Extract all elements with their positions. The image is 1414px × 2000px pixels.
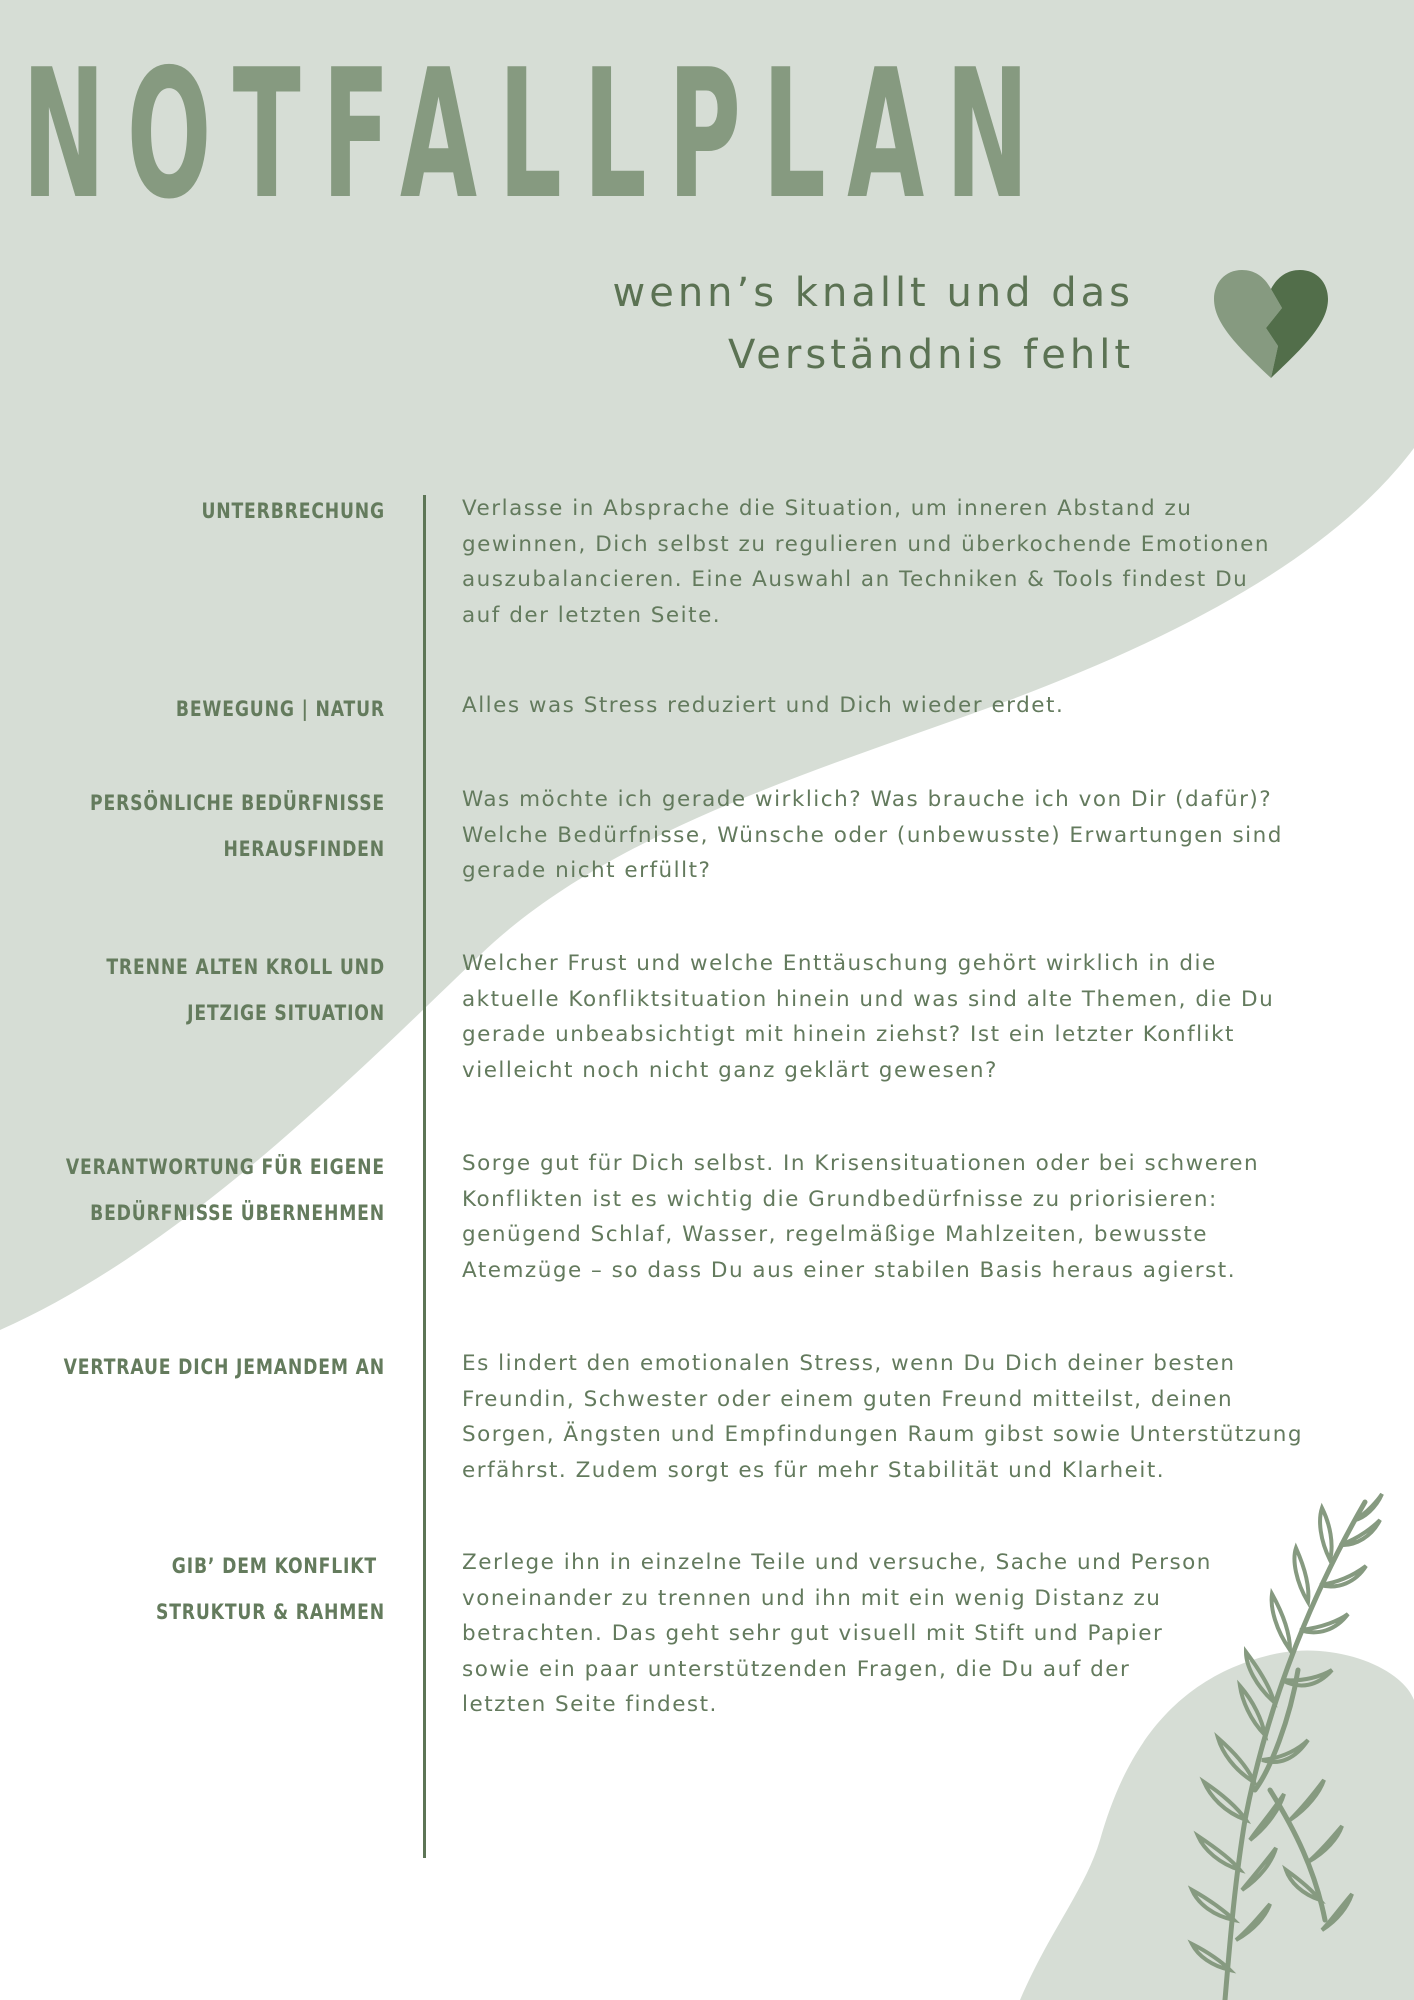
section-label [0,1144,385,1236]
section-text-line: erfährst. Zudem sorgt es für mehr Stabilität und Klarheit. [462,1457,1166,1483]
section-label-line: VERTRAUE DICH JEMANDEM AN [63,1355,385,1379]
section-text-line: Freundin, Schwester oder einem guten Freund mitteilst, deinen [462,1386,1234,1412]
section-label-line: HERAUSFINDEN [223,837,385,861]
section-text-line: Sorge gut für Dich selbst. In Krisensituationen oder bei schweren [462,1151,1260,1176]
broken-heart-icon [1212,268,1330,380]
section-text-line: auszubalancieren. Eine Auswahl an Techniken & Tools findest Du [462,567,1249,592]
section-text-line: Konflikten ist es wichtig die Grundbedürfnisse zu priorisieren: [462,1186,1218,1212]
section-text-line: voneinander zu trennen und ihn mit ein wenig Distanz zu [462,1585,1162,1611]
section-text-line: gerade unbeabsichtigt mit hinein ziehst? Ist ein letzter Konflikt [462,1022,1235,1047]
section-text-line: gerade nicht erfüllt? [462,858,712,883]
section-label-line: BEDÜRFNISSE ÜBERNEHMEN [90,1201,385,1225]
section-text [462,782,1392,889]
section-text-line: Verlasse in Absprache die Situation, um inneren Abstand zu [462,496,1193,521]
section-text [462,946,1392,1088]
section-text [462,1545,1392,1723]
section-text-line: gewinnen, Dich selbst zu regulieren und überkochende Emotionen [462,531,1271,557]
subtitle-line: wenn’s knallt und das [612,270,1134,316]
section-text-line: Alles was Stress reduziert und Dich wieder erdet. [462,693,1065,718]
section-text-line: Welche Bedürfnisse, Wünsche oder (unbewusste) Erwartungen sind [462,822,1283,848]
section-label [0,944,385,1036]
subtitle-line: Verständnis fehlt [728,332,1134,378]
section-text-line: genügend Schlaf, Wasser, regelmäßige Mahlzeiten, bewusste [462,1222,1208,1247]
section-text-line: auf der letzten Seite. [462,602,722,628]
section-text-line: betrachten. Das geht sehr gut visuell mit Stift und Papier [462,1621,1164,1646]
page-subtitle [434,262,1134,386]
section-text-line: Welcher Frust und welche Enttäuschung gehört wirklich in die [462,951,1217,976]
section-label-line: BEWEGUNG | NATUR [175,697,385,721]
section-label-line: GIB’ DEM KONFLIKT [171,1554,377,1578]
page-title: NOTFALLPLAN [22,31,1051,238]
section-text [462,1146,1392,1288]
section-label [0,1344,385,1390]
section-label-line: PERSÖNLICHE BEDÜRFNISSE [90,791,385,815]
section-text [462,491,1392,633]
section-text [462,688,1392,724]
section-label [0,1543,385,1635]
section-text-line: Was möchte ich gerade wirklich? Was brauche ich von Dir (dafür)? [462,787,1273,812]
section-text-line: vielleicht noch nicht ganz geklärt gewesen? [462,1057,998,1083]
section-label-line: TRENNE ALTEN KROLL UND [106,955,385,979]
section-label-line: STRUKTUR & RAHMEN [156,1600,385,1624]
section-text-line: sowie ein paar unterstützenden Fragen, die Du auf der [462,1656,1131,1682]
section-label-line: VERANTWORTUNG FÜR EIGENE [65,1155,385,1179]
section-text-line: Es lindert den emotionalen Stress, wenn Du Dich deiner besten [462,1351,1236,1376]
section-text-line: Sorgen, Ängsten und Empfindungen Raum gibst sowie Unterstützung [462,1422,1304,1447]
vertical-divider [423,495,426,1858]
section-label-line: JETZIGE SITUATION [187,1001,385,1025]
section-label [0,686,385,732]
section-text-line: letzten Seite findest. [462,1692,718,1717]
section-text-line: Atemzüge – so dass Du aus einer stabilen Basis heraus agierst. [462,1257,1237,1283]
section-label-line: UNTERBRECHUNG [201,499,385,523]
section-text-line: Zerlege ihn in einzelne Teile und versuche, Sache und Person [462,1550,1212,1575]
section-text-line: aktuelle Konfliktsituation hinein und was sind alte Themen, die Du [462,986,1275,1012]
section-label [0,488,385,534]
section-label [0,780,385,872]
section-text [462,1346,1392,1488]
